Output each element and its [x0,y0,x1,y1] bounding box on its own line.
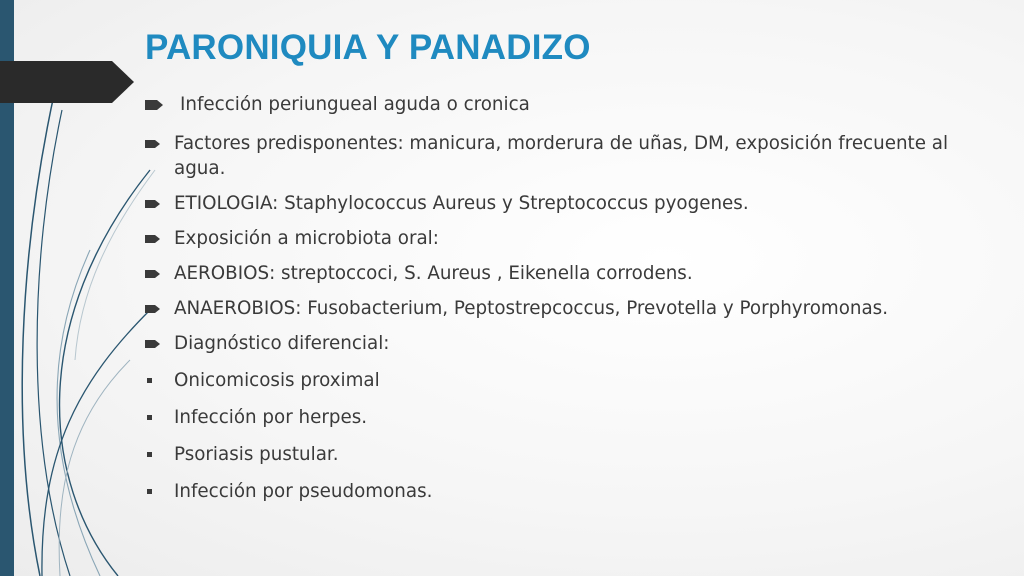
bullet-item [145,405,1005,430]
bullet-text: Psoriasis pustular. [174,444,339,465]
bullet-text: Diagnóstico diferencial: [174,333,390,354]
title-accent-tab [0,61,134,103]
arrow-bullet-icon [145,296,165,321]
square-bullet-icon [145,405,165,430]
bullet-item [145,261,1005,286]
bullet-text: Exposición a microbiota oral: [174,228,439,249]
arrow-bullet-icon [145,331,165,356]
bullet-item [145,131,1005,181]
bullet-text: ETIOLOGIA: Staphylococcus Aureus y Streptococcus pyogenes. [174,193,749,214]
bullet-text: AEROBIOS: streptoccoci, S. Aureus , Eikenella corrodens. [174,263,693,284]
bullet-text: Infección por pseudomonas. [174,481,433,502]
bullet-text: ANAEROBIOS: Fusobacterium, Peptostrepcoccus, Prevotella y Porphyromonas. [174,298,889,319]
bullet-text: Infección periungueal aguda o cronica [180,94,530,115]
bullet-item [145,331,1005,356]
arrow-bullet-icon [145,261,165,286]
bullet-text: Factores predisponentes: manicura, morderura de uñas, DM, exposición frecuente al agua. [174,133,949,179]
square-bullet-icon [145,368,165,393]
bullet-text: Onicomicosis proximal [174,370,380,391]
bullet-item [145,226,1005,251]
arrow-bullet-icon [145,131,165,156]
bullet-list [145,92,1005,504]
slide-title: PARONIQUIA Y PANADIZO [145,28,591,67]
bullet-item [145,442,1005,467]
arrow-bullet-icon [145,226,165,251]
square-bullet-icon [145,479,165,504]
bullet-item [145,479,1005,504]
arrow-bullet-icon [145,191,165,216]
bullet-text: Infección por herpes. [174,407,368,428]
bullet-item [145,368,1005,393]
bullet-item [145,191,1005,216]
bullet-item [145,92,1005,117]
square-bullet-icon [145,442,165,467]
arrow-bullet-icon [145,92,165,117]
bullet-item [145,296,1005,321]
